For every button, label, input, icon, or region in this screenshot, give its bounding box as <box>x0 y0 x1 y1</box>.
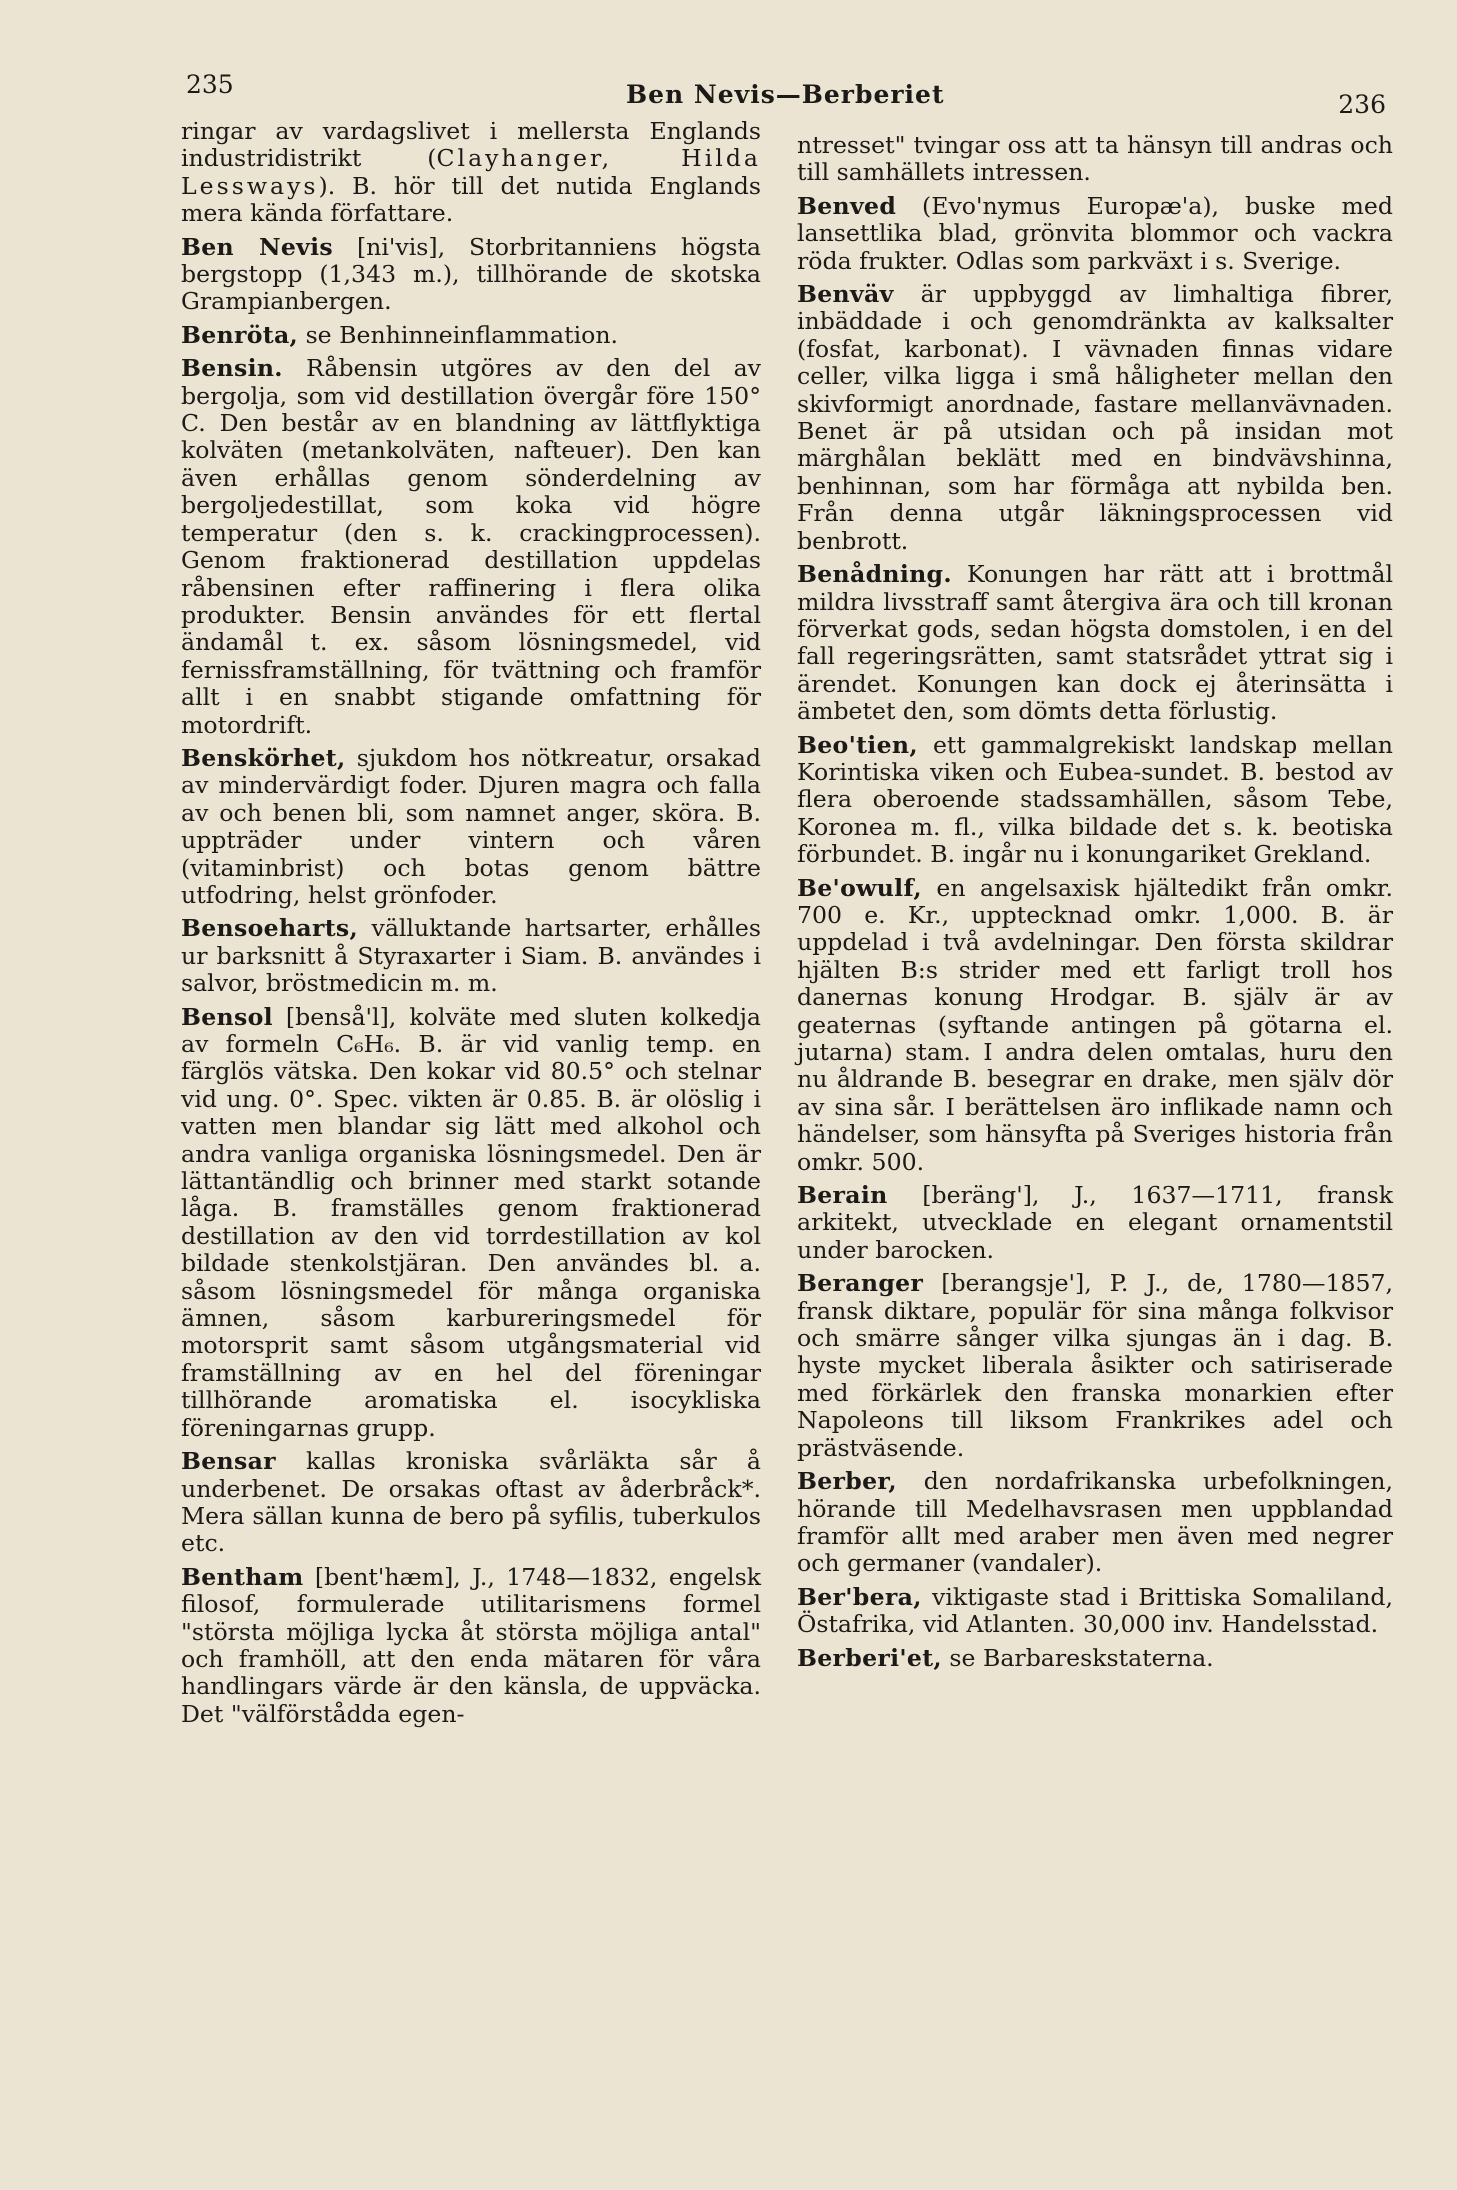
entry-text: (Evo'nymus Europæ'a), buske med lansettlika blad, grönvita blommor och vackra röda frukter. Odlas som parkväxt i s. Sverige. <box>797 191 1393 275</box>
entry-headword: Bensin. <box>181 354 283 383</box>
entry-headword: Bentham <box>181 1562 304 1591</box>
entry-beranger <box>797 1270 1393 1462</box>
entry-berber <box>797 1468 1393 1578</box>
entry-text: den nordafrikanska urbefolkningen, hörande till Medelhavsrasen men uppblandad framför allt med araber men även med negrer och germaner (vandaler). <box>797 1467 1393 1578</box>
entry-headword: Berber, <box>797 1467 897 1496</box>
entry-benvav <box>797 281 1393 555</box>
entry-berberiet <box>797 1645 1393 1672</box>
entry-headword: Berberi'et, <box>797 1643 942 1672</box>
entry-headword: Bensoeharts, <box>181 914 359 943</box>
right-column <box>797 132 1393 1678</box>
entry-headword: Benved <box>797 191 897 220</box>
entry-headword: Bensar <box>181 1447 276 1476</box>
entry-text: [beräng'], J., 1637—1711, fransk arkitekt, utvecklade en elegant ornamentstil under barocken. <box>797 1181 1393 1264</box>
entry-bensin <box>181 355 761 739</box>
entry-text: [berangsje'], P. J., de, 1780—1857, fransk diktare, populär för sina många folkvisor och smärre sånger vilka sjungas än i dag. B. hyste mycket liberala åsikter och satiriserade med förkärlek den franska monarkien efter Napoleons till liksom Frankrikes adel och prästväsende. <box>797 1269 1393 1462</box>
entry-text: se Barbareskstaterna. <box>941 1643 1214 1672</box>
entry-headword: Beo'tien, <box>797 730 918 759</box>
entry-text: ringar av vardagslivet i mellersta Englands industridistrikt ( <box>181 117 761 173</box>
entry-text: kallas kroniska svårläkta sår å underbenet. De orsakas oftast av åderbråck*. Mera sällan kunna de bero på syfilis, tuberkulos etc. <box>181 1447 761 1558</box>
entry-text: viktigaste stad i Brittiska Somaliland, Östafrika, vid Atlanten. 30,000 inv. Handelsstad. <box>797 1582 1393 1639</box>
entry-berbera <box>797 1584 1393 1639</box>
entry-text: [ni'vis], Storbritanniens högsta bergstopp (1,343 m.), tillhörande de skotska Grampianbergen. <box>181 232 761 316</box>
entry-text: välluktande hartsarter, erhålles ur barksnitt å Styraxarter i Siam. B. användes i salvor, bröstmedicin m. m. <box>181 914 761 998</box>
page-number-left: 235 <box>186 70 234 99</box>
entry-headword: Benådning. <box>797 560 952 589</box>
entry-headword: Benväv <box>797 280 894 309</box>
entry-headword: Ber'bera, <box>797 1582 922 1611</box>
entry-berain <box>797 1182 1393 1264</box>
entry-continuation <box>797 132 1393 187</box>
entry-ben-nevis <box>181 234 761 316</box>
entry-headword: Be'owulf, <box>797 873 922 902</box>
entry-text: Konungen har rätt att i brottmål mildra livsstraff samt återgiva ära och till kronan förverkat gods, sedan högsta domstolen, i en del fall regeringsrätten, samt statsrådet yttrat sig i ärendet. Konungen kan dock ej återinsätta i ämbetet den, som dömts detta förlustig. <box>797 560 1393 726</box>
entry-bentham <box>181 1564 761 1728</box>
entry-headword: Berain <box>797 1181 888 1210</box>
left-column <box>181 118 761 1734</box>
page-number-right: 236 <box>1338 90 1386 119</box>
entry-text: är uppbyggd av limhaltiga fibrer, inbäddade i och genomdränkta av kalksalter (fosfat, karbonat). I vävnaden finnas vidare celler, vilka ligga i små håligheter mellan den skivformigt anordnade, fastare mellanvävnaden. Benet är på utsidan och på insidan mot märghålan beklätt med en bindvävshinna, benhinnan, som har förmåga att nybilda ben. Från denna utgår läkningsprocessen vid benbrott. <box>797 280 1393 555</box>
entry-headword: Ben Nevis <box>181 232 334 261</box>
entry-text: [benså'l], kolväte med sluten kolkedja av formeln C₆H₆. B. är vid vanlig temp. en färglös vätska. Den kokar vid 80.5° och stelnar vid ung. 0°. Spec. vikten är 0.85. B. är olöslig i vatten men blandar sig lätt med alkohol och andra vanliga organiska lösningsmedel. Den är lättantändlig och brinner med starkt sotande låga. B. framställes genom fraktionerad destillation av den vid torrdestillation av kol bildade stenkolstjäran. Den användes bl. a. såsom lösningsmedel för många organiska ämnen, såsom karbureringsmedel för motorsprit samt såsom utgångsmaterial vid framställning av en hel del föreningar tillhörande aromatiska el. isocykliska föreningarnas grupp. <box>181 1002 761 1442</box>
entry-text-tail: ). B. hör till det nutida Englands mera kända författare. <box>181 171 761 228</box>
entry-text: ett gammalgrekiskt landskap mellan Korintiska viken och Eubea-sundet. B. bestod av flera oberoende stadssamhällen, såsom Tebe, Koronea m. fl., vilka bildade det s. k. beotiska förbundet. B. ingår nu i konungariket Grekland. <box>797 730 1393 869</box>
entry-text: Råbensin utgöres av den del av bergolja, som vid destillation övergår före 150° C. Den består av en blandning av lättflyktiga kolväten (metankolväten, nafteuer). Den kan även erhållas genom sönderdelning av bergoljedestillat, som koka vid högre temperatur (den s. k. crackingprocessen). Genom fraktionerad destillation uppdelas råbensinen efter raffinering i flera olika produkter. Bensin användes för ett flertal ändamål t. ex. såsom lösningsmedel, vid fernissframställning, för tvättning och framför allt i en snabbt stigande omfattning för motordrift. <box>181 354 761 739</box>
entry-headword: Bensol <box>181 1002 273 1031</box>
entry-headword: Benskörhet, <box>181 743 346 772</box>
entry-beotien <box>797 732 1393 869</box>
entry-headword: Benröta, <box>181 320 299 349</box>
entry-bensol <box>181 1004 761 1443</box>
entry-bensoeharts <box>181 915 761 997</box>
entry-text: ntresset" tvingar oss att ta hänsyn till andras och till samhällets intressen. <box>797 131 1393 187</box>
entry-text: en angelsaxisk hjältedikt från omkr. 700 e. Kr., upptecknad omkr. 1,000. B. är uppdelad i två avdelningar. Den första skildrar hjälten B:s strider med ett farligt troll hos danernas konung Hrodgar. B. själv är av geaternas (syftande antingen på götarna el. jutarna) stam. I andra delen omtalas, huru den nu åldrande B. besegrar en drake, men själv dör av sina sår. I berättelsen äro inflikade namn och händelser, som hänsyfta på Sveriges historia från omkr. 500. <box>797 873 1393 1176</box>
entry-bensar <box>181 1448 761 1558</box>
entry-headword: Beranger <box>797 1269 924 1298</box>
entry-benskorhet <box>181 745 761 909</box>
entry-spaced-text: Clayhanger, Hilda Lessways <box>181 144 761 200</box>
entry-beowulf <box>797 875 1393 1176</box>
entry-text: [bent'hæm], J., 1748—1832, engelsk filosof, formulerade utilitarismens formel "största möjliga lycka åt största möjliga antal" och framhöll, att den enda mätaren för våra handlingars värde är den känsla, de uppväcka. Det "välförstådda egen- <box>181 1562 761 1728</box>
entry-benrota <box>181 322 761 349</box>
entry-benadning <box>797 561 1393 725</box>
entry-text: sjukdom hos nötkreatur, orsakad av mindervärdigt foder. Djuren magra och falla av och benen bli, som namnet anger, sköra. B. uppträder under vintern och våren (vitaminbrist) och botas genom bättre utfodring, helst grönfoder. <box>181 743 761 909</box>
entry-benved <box>797 193 1393 275</box>
entry-continuation <box>181 118 761 228</box>
entry-text: se Benhinneinflammation. <box>298 320 619 349</box>
running-head: Ben Nevis—Berberiet <box>626 80 945 109</box>
